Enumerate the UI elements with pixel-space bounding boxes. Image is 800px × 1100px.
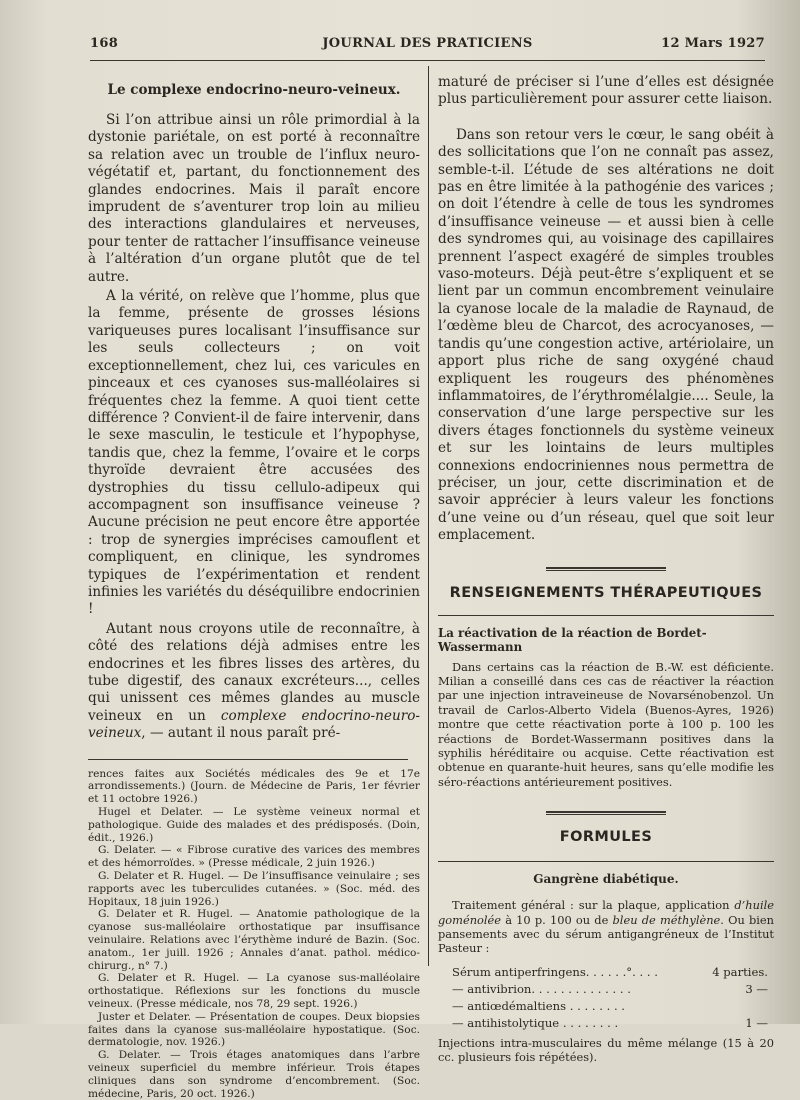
paragraph: maturé de préciser si l’une d’elles est désignée plus particulièrement pour assurer cette liaison. bbox=[438, 74, 774, 108]
quantity bbox=[698, 998, 768, 1015]
emphasis-text: complexe endocrino-neuro-veineux bbox=[88, 707, 420, 742]
paragraph bbox=[88, 621, 420, 743]
renseignements-subtitle: La réactivation de la réaction de Bordet-Wassermann bbox=[438, 625, 707, 654]
prescription-line bbox=[452, 964, 768, 981]
section-title: Le complexe endocrino-neuro-veineux. bbox=[107, 82, 401, 98]
ingredient: — antivibrion. . . . . . . . . . . . . . bbox=[452, 981, 631, 996]
paragraph: Dans son retour vers le cœur, le sang obéit à des sollicitations que l’on ne connaît pas assez, semble-t-il. L’étude de ses altérations ne doit pas en être limitée à la pathogénie des varices ; on doit l’étendre à celle de tous les syndromes d’insuffisance veineuse — et aussi bien à celle des syndromes qui, au voisinage des capillaires prennent l’aspect exagéré de simples troubles vaso-moteurs. Déjà peut-être s’expliquent et se lient par un commun encombrement veinulaire la cyanose locale de la maladie de Raynaud, de l’œdème bleu de Charcot, des acrocyanoses, — tandis qu’une congestion active, artériolaire, un apport plus riche de sang oxygéné chaud expliquent les rougeurs des phénomènes inflammatoires, de l’érythromélalgie.... Seule, la conservation d’une large perspective sur les divers étages fonctionnels du système veineux et sur les lointains de leurs multiples connexions endocriniennes nous permettra de préciser, un jour, cette discrimination et de savoir apprécier à leurs valeur les fonctions d’une veine ou d’un réseau, quel que soit leur emplacement. bbox=[438, 126, 774, 544]
reference-item: Hugel et Delater. — Le système veineux normal et pathologique. Guide des malades et des prédisposés. (Doin, édit., 1926.) bbox=[88, 806, 420, 844]
paragraph: Injections intra-musculaires du même mélange (15 à 20 cc. plusieurs fois répétées). bbox=[438, 1035, 774, 1065]
section-separator bbox=[546, 811, 666, 815]
paragraph: Dans certains cas la réaction de B.-W. est déficiente. Milian a conseillé dans ces cas de réactiver la réaction par une injection intraveineuse de Novarsénobenzol. Un travail de Carlos-Alberto Videla (Buenos-Ayres, 1926) montre que cette réactivation porte à 100 p. 100 les réactions de Bordet-Wassermann positives dans la syphilis héréditaire ou acquise. Cette réactivation est obtenue en quarante-huit heures, sans qu’elle modifie les séro-réactions antérieurement positives. bbox=[438, 659, 774, 789]
page-number: 168 bbox=[90, 36, 119, 51]
quantity: 1 — bbox=[745, 1015, 768, 1030]
running-header bbox=[90, 36, 765, 56]
quantity: 3 — bbox=[745, 981, 768, 996]
prescription-line bbox=[452, 1015, 768, 1032]
references-list bbox=[88, 768, 420, 1100]
section-separator bbox=[546, 567, 666, 571]
issue-date: 12 Mars 1927 bbox=[661, 36, 765, 51]
footnote-rule bbox=[88, 759, 408, 760]
reference-item: G. Delater et R. Hugel. — De l’insuffisance veinulaire ; ses rapports avec les tuberculides cutanées. » (Soc. méd. des Hopitaux, 18 juin 1926.) bbox=[88, 870, 420, 908]
left-column bbox=[88, 78, 420, 1100]
journal-title: JOURNAL DES PRATICIENS bbox=[322, 36, 533, 51]
header-rule bbox=[90, 60, 765, 61]
formula-title: Gangrène diabétique. bbox=[533, 872, 679, 887]
reference-item: G. Delater et R. Hugel. — La cyanose sus-malléolaire orthostatique. Réflexions sur les fonctions du muscle veineux. (Presse médicale, nos 78, 29 sept. 1926.) bbox=[88, 972, 420, 1010]
reference-item: G. Delater. — Trois étages anatomiques dans l’arbre veineux superficiel du membre inférieur. Trois étapes cliniques dans son syndrome d’encombrement. (Soc. médecine, Paris, 20 oct. 1926.) bbox=[88, 1049, 420, 1100]
paragraph: Si l’on attribue ainsi un rôle primordial à la dystonie pariétale, on est porté à reconnaître sa relation avec un trouble de l’influx neuro-végétatif et, partant, du fonctionnement des glandes endocrines. Mais il paraît encore imprudent de s’aventurer trop loin au milieu des interactions glandulaires et nerveuses, pour tenter de rattacher l’insuffisance veineuse à l’altération d’un organe plutôt que de tel autre. bbox=[88, 112, 420, 285]
paragraph-text: à 10 p. 100 ou de bbox=[501, 912, 613, 927]
paragraph-text: , — autant il nous paraît pré- bbox=[141, 725, 341, 742]
reference-item: rences faites aux Sociétés médicales des 9e et 17e arrondissements.) (Journ. de Médecine de Paris, 1er février et 11 octobre 1926.) bbox=[88, 767, 420, 806]
reference-item: G. Delater. — « Fibrose curative des varices des membres et des hémorroïdes. » (Presse médicale, 2 juin 1926.) bbox=[88, 844, 420, 870]
reference-item: Juster et Delater. — Présentation de coupes. Deux biopsies faites dans la cyanose sus-malléolaire hypostatique. (Soc. dermatologie, nov. 1926.) bbox=[88, 1010, 420, 1049]
emphasis-text: d’huile goménolée bbox=[438, 898, 774, 927]
prescription-line bbox=[452, 998, 768, 1015]
heading-rule bbox=[438, 861, 774, 862]
paragraph-text: Autant nous croyons utile de reconnaître, à côté des relations déjà admises entre les endocrines et les fibres lisses des artères, du tube digestif, des canaux excréteurs..., celles qui unissent ces mêmes glandes au muscle veineux en un bbox=[88, 620, 420, 724]
ingredient: — antihistolytique . . . . . . . . bbox=[452, 1015, 619, 1030]
column-divider bbox=[428, 66, 429, 966]
reference-item: G. Delater et R. Hugel. — Anatomie pathologique de la cyanose sus-malléolaire orthostatique par insuffisance veinulaire. Relations avec l’érythème induré de Bazin. (Soc. anatom., 1er juill. 1926 ; Annales d’anat. pathol. médico-chirurg., n° 7.) bbox=[88, 908, 420, 972]
renseignements-heading: RENSEIGNEMENTS THÉRAPEUTIQUES bbox=[449, 584, 763, 601]
ingredient: Sérum antiperfringens. . . . . .°. . . . bbox=[452, 964, 658, 979]
prescription-list bbox=[438, 964, 768, 1032]
prescription-line bbox=[452, 981, 768, 998]
ingredient: — antiœdémaltiens . . . . . . . . bbox=[452, 998, 625, 1013]
emphasis-text: bleu de méthylène bbox=[612, 912, 721, 927]
paragraph: A la vérité, on relève que l’homme, plus que la femme, présente de grosses lésions variqueuses pures localisant l’insuffisance sur les seuls collecteurs ; on voit exceptionnellement, chez lui, ces varicules en pinceaux et ces cyanoses sus-malléolaires si fréquentes chez la femme. A quoi tient cette différence ? Convient-il de faire intervenir, dans le sexe masculin, le testicule et l’hypophyse, tandis que, chez la femme, l’ovaire et le corps thyroïde devraient être accusées des dystrophies du tissu cellulo-adipeux qui accompagnent son insuffisance veineuse ? Aucune précision ne peut encore être apportée : trop de synergies imprécises camouflent et compliquent, en clinique, les syndromes typiques de l’expérimentation et rendent infinies les variétés du déséquilibre endocrinien ! bbox=[88, 288, 420, 618]
paragraph-text: Traitement général : sur la plaque, application bbox=[452, 898, 735, 913]
formules-heading: FORMULES bbox=[559, 829, 653, 846]
quantity: 4 parties. bbox=[712, 964, 768, 979]
right-column bbox=[438, 74, 774, 1065]
heading-rule bbox=[438, 615, 774, 616]
paragraph-text: . Ou bien pansements avec du sérum antigangréneux de l’Institut Pasteur : bbox=[438, 912, 774, 956]
paragraph bbox=[438, 898, 774, 956]
